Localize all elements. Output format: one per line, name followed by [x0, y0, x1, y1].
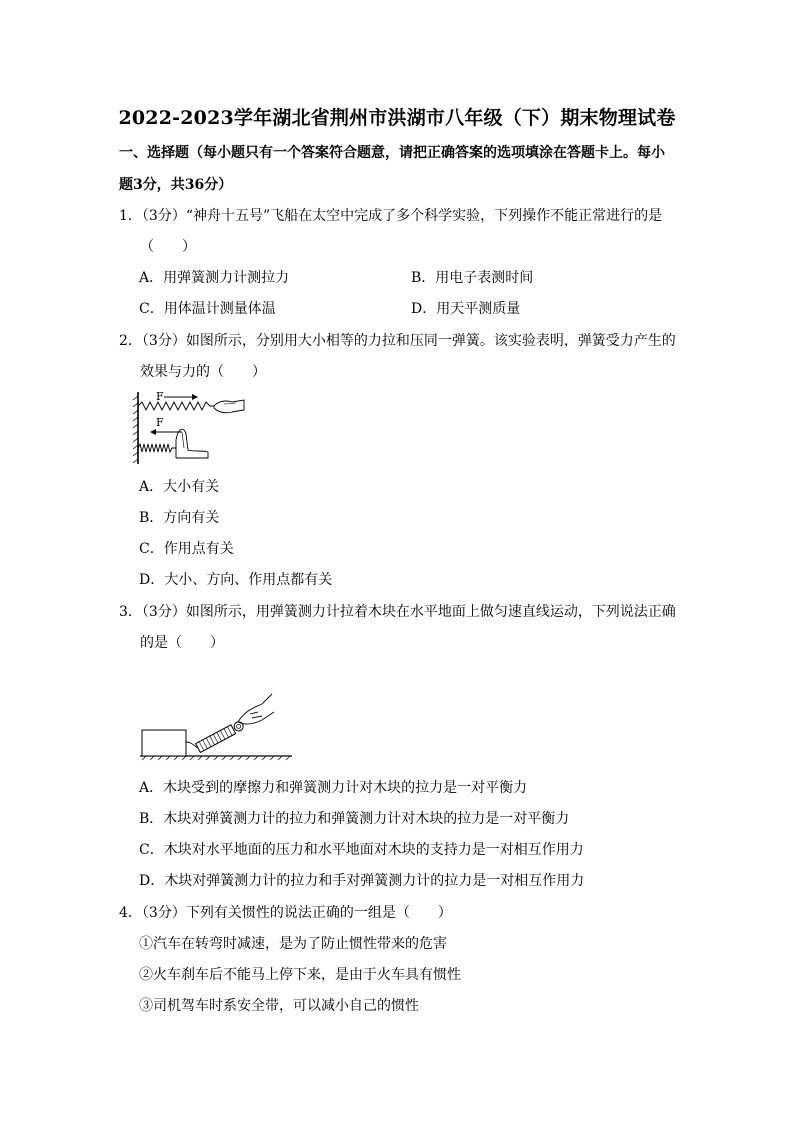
question-2-text-cont: 效果与力的（ ） [140, 364, 266, 380]
question-3-text: 3．（3分）如图所示，用弹簧测力计拉着木块在水平地面上做匀速直线运动，下列说法正确 [119, 604, 676, 620]
page-title: 2022-2023学年湖北省荆州市洪湖市八年级（下）期末物理试卷 [118, 107, 676, 129]
question-1-option-c: C．用体温计测量体温 [139, 301, 276, 317]
question-4-item-1: ①汽车在转弯时减速，是为了防止惯性带来的危害 [139, 936, 447, 952]
question-3-option-a: A．木块受到的摩擦力和弹簧测力计对木块的拉力是一对平衡力 [139, 780, 528, 796]
section-heading-line1: 一、选择题（每小题只有一个答案符合题意，请把正确答案的选项填涂在答题卡上。每小 [119, 145, 665, 161]
question-1-text: 1．（3分）“神舟十五号”飞船在太空中完成了多个科学实验，下列操作不能正常进行的是 [119, 208, 663, 224]
figure-force-label-top: F [156, 390, 164, 403]
block-and-spring-scale-figure [140, 690, 300, 762]
question-2-option-a: A．大小有关 [139, 479, 220, 495]
question-4-item-2: ②火车刹车后不能马上停下来，是由于火车具有惯性 [139, 967, 461, 983]
spring-figure [128, 388, 248, 468]
question-3-option-b: B．木块对弹簧测力计的拉力和弹簧测力计对木块的拉力是一对平衡力 [139, 811, 570, 827]
question-4-item-3: ③司机驾车时系安全带，可以减小自己的惯性 [139, 998, 419, 1014]
question-3-option-c: C．木块对水平地面的压力和水平地面对木块的支持力是一对相互作用力 [139, 842, 584, 858]
question-4-text: 4．（3分）下列有关惯性的说法正确的一组是（ ） [119, 905, 452, 921]
section-heading-line2: 题3分，共36分） [119, 177, 233, 193]
question-1-option-a: A．用弹簧测力计测拉力 [139, 270, 290, 286]
question-2-text: 2．（3分）如图所示，分别用大小相等的力拉和压同一弹簧。该实验表明，弹簧受力产生的 [119, 333, 676, 349]
question-1-option-d: D．用天平测质量 [411, 301, 521, 317]
question-2-option-c: C．作用点有关 [139, 541, 234, 557]
question-3-option-d: D．木块对弹簧测力计的拉力和手对弹簧测力计的拉力是一对相互作用力 [139, 873, 585, 889]
question-1-option-b: B．用电子表测时间 [411, 270, 534, 286]
question-1-bracket: （ ） [140, 239, 196, 255]
question-2-option-b: B．方向有关 [139, 510, 220, 526]
question-2-option-d: D．大小、方向、作用点都有关 [139, 572, 333, 588]
figure-force-label-bottom: F [156, 416, 164, 429]
question-3-text-cont: 的是（ ） [140, 635, 224, 651]
